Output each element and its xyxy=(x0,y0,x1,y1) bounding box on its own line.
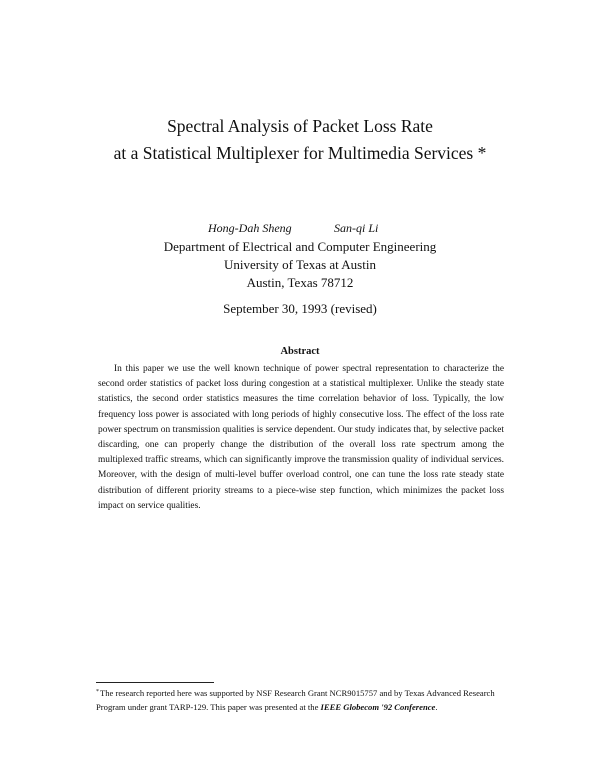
affiliation-department: Department of Electrical and Computer Engineering xyxy=(163,239,437,254)
footnote-text: The research reported here was supported by NSF Research Grant NCR9015757 and by Texas Advanced Research Program under grant TARP-129. This paper was presented at the xyxy=(96,688,495,712)
author-name: San-qi Li xyxy=(334,221,379,235)
author-name: Hong-Dah Sheng xyxy=(208,221,292,235)
footnote-mark: * xyxy=(96,689,99,695)
paper-date: September 30, 1993 (revised) xyxy=(223,301,377,316)
footnote-divider xyxy=(96,682,214,683)
affiliation-address: Austin, Texas 78712 xyxy=(246,275,354,290)
affiliation-university: University of Texas at Austin xyxy=(224,257,376,272)
footnote-end: . xyxy=(435,702,438,712)
paper-title-line-2: at a Statistical Multiplexer for Multimedia Services * xyxy=(113,143,487,163)
abstract-heading: Abstract xyxy=(280,346,320,357)
footnote-conference: IEEE Globecom '92 Conference xyxy=(320,702,436,712)
abstract-body: In this paper we use the well known technique of power spectral representation to characterize the second order statistics of packet loss during congestion at a statistical multiplexer. Unlike the steady state statistics, the second order statistics measures the time correlation behavior of loss. Typically, the low frequency loss power is associated with long periods of highly consecutive loss. The effect of the loss rate power spectrum on transmission qualities is service dependent. Our study indicates that, by selective packet discarding, one can properly change the distribution of the overall loss rate spectrum among the multiplexed traffic streams, which can significantly improve the transmission quality of individual services. Moreover, with the design of multi-level buffer overload control, one can tune the loss rate steady state distribution of different priority streams to a piece-wise step function, which minimizes the packet loss impact on service qualities. xyxy=(98,364,504,511)
paper-title-line-1: Spectral Analysis of Packet Loss Rate xyxy=(167,116,433,136)
author-list xyxy=(0,221,600,237)
footnote xyxy=(96,685,506,714)
